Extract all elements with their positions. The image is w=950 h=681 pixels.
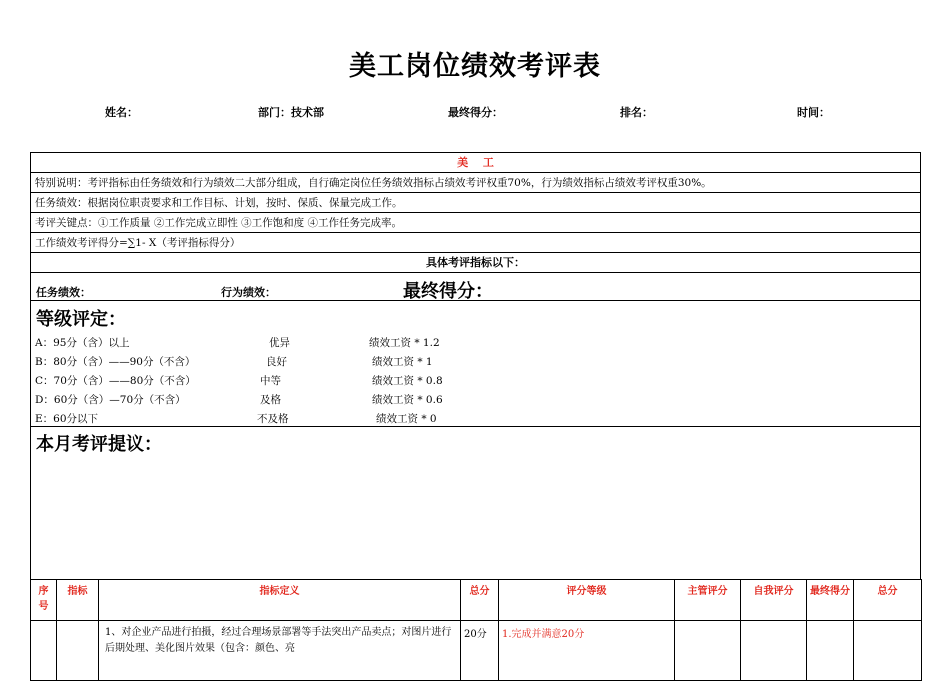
suggestion-title: 本月考评提议： bbox=[36, 434, 162, 455]
grade-e-pay: 绩效工资 * 0 bbox=[376, 413, 437, 425]
page-title: 美工岗位绩效考评表 bbox=[349, 51, 601, 82]
suggestion-input-area[interactable] bbox=[39, 461, 912, 571]
note-task: 任务绩效：根据岗位职责要求和工作目标、计划，按时、保质、保量完成工作。 bbox=[30, 192, 921, 212]
final-score-label: 最终得分： bbox=[403, 281, 493, 302]
header-grade-level: 评分等级 bbox=[499, 580, 675, 621]
grade-d-pay: 绩效工资 * 0.6 bbox=[372, 394, 443, 406]
grade-b-range: B：80分（含）——90分（不含） bbox=[35, 356, 196, 368]
info-dept: 部门：技术部 bbox=[258, 106, 324, 119]
row1-total: 20分 bbox=[461, 621, 499, 681]
task-score-label: 任务绩效： bbox=[36, 286, 91, 299]
suggestion-section bbox=[30, 426, 921, 579]
row1-definition: 1、对企业产品进行拍摄，经过合理场景部署等手法突出产品卖点；对图片进行后期处理、美化图片效果（包含：颜色、亮 bbox=[99, 621, 461, 681]
grade-d-range: D：60分（含）—70分（不含） bbox=[35, 394, 186, 406]
grade-a-range: A：95分（含）以上 bbox=[35, 337, 130, 349]
section-title: 美 工 bbox=[30, 152, 921, 172]
specific-header: 具体考评指标以下： bbox=[30, 252, 921, 272]
header-total: 总分 bbox=[461, 580, 499, 621]
grade-a-level: 优异 bbox=[269, 337, 290, 349]
grade-title: 等级评定： bbox=[36, 309, 126, 330]
info-time: 时间： bbox=[797, 106, 830, 119]
header-self-score: 自我评分 bbox=[741, 580, 807, 621]
grade-e-level: 不及格 bbox=[257, 413, 289, 425]
note-formula: 工作绩效考评得分=∑1- X（考评指标得分） bbox=[30, 232, 921, 252]
grade-e-range: E：60分以下 bbox=[35, 413, 99, 425]
grade-b-pay: 绩效工资 * 1 bbox=[372, 356, 433, 368]
info-final-score: 最终得分： bbox=[448, 106, 503, 119]
info-name: 姓名： bbox=[105, 106, 138, 119]
grade-c-level: 中等 bbox=[260, 375, 281, 387]
grade-section bbox=[30, 300, 921, 426]
note-special: 特别说明：考评指标由任务绩效和行为绩效二大部分组成，自行确定岗位任务绩效指标占绩效考评权重70%，行为绩效指标占绩效考评权重30%。 bbox=[30, 172, 921, 192]
grade-c-pay: 绩效工资 * 0.8 bbox=[372, 375, 443, 387]
grade-d-level: 及格 bbox=[260, 394, 281, 406]
grade-a-pay: 绩效工资 * 1.2 bbox=[369, 337, 440, 349]
indicator-table bbox=[30, 579, 922, 681]
header-total-2: 总分 bbox=[854, 580, 922, 621]
header-definition: 指标定义 bbox=[99, 580, 461, 621]
header-indicator: 指标 bbox=[57, 580, 99, 621]
score-row bbox=[30, 272, 921, 300]
header-final-score: 最终得分 bbox=[807, 580, 854, 621]
header-supervisor-score: 主管评分 bbox=[675, 580, 741, 621]
header-index: 序号 bbox=[31, 580, 57, 621]
grade-c-range: C：70分（含）——80分（不含） bbox=[35, 375, 196, 387]
behavior-score-label: 行为绩效： bbox=[221, 286, 276, 299]
grade-b-level: 良好 bbox=[266, 356, 287, 368]
row1-grade: 1.完成并满意20分 bbox=[499, 621, 675, 681]
info-rank: 排名： bbox=[620, 106, 653, 119]
note-key: 考评关键点：①工作质量 ②工作完成立即性 ③工作饱和度 ④工作任务完成率。 bbox=[30, 212, 921, 232]
